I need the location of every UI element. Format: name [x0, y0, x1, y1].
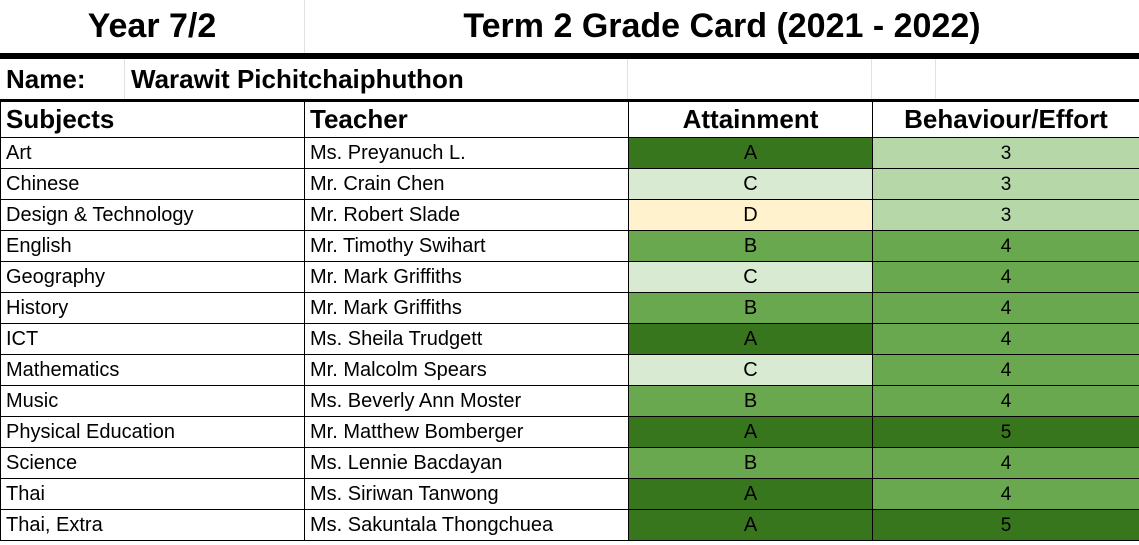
attainment-cell[interactable]: A: [629, 138, 873, 169]
column-header-attainment[interactable]: Attainment: [629, 102, 873, 138]
behaviour-effort-cell[interactable]: 4: [873, 262, 1139, 293]
attainment-cell[interactable]: C: [629, 262, 873, 293]
header-row: [0, 0, 1139, 59]
column-header-behaviour-effort[interactable]: Behaviour/Effort: [873, 102, 1139, 138]
teacher-cell[interactable]: Mr. Crain Chen: [305, 169, 629, 200]
teacher-cell[interactable]: Ms. Lennie Bacdayan: [305, 448, 629, 479]
table-row: [1, 417, 1139, 448]
name-label-cell[interactable]: Name:: [0, 59, 125, 99]
year-cell[interactable]: Year 7/2: [0, 0, 305, 53]
subject-cell[interactable]: Thai: [1, 479, 305, 510]
grade-rows: [1, 138, 1139, 541]
attainment-cell[interactable]: B: [629, 231, 873, 262]
attainment-cell[interactable]: D: [629, 200, 873, 231]
table-row: [1, 200, 1139, 231]
table-header-row: [1, 102, 1139, 138]
table-row: [1, 448, 1139, 479]
subject-cell[interactable]: Design & Technology: [1, 200, 305, 231]
behaviour-effort-cell[interactable]: 5: [873, 510, 1139, 541]
table-row: [1, 169, 1139, 200]
empty-cell[interactable]: [628, 59, 872, 99]
subject-cell[interactable]: Physical Education: [1, 417, 305, 448]
teacher-cell[interactable]: Ms. Preyanuch L.: [305, 138, 629, 169]
table-row: [1, 355, 1139, 386]
attainment-cell[interactable]: A: [629, 417, 873, 448]
behaviour-effort-cell[interactable]: 4: [873, 355, 1139, 386]
empty-cell[interactable]: [936, 59, 1139, 99]
subject-cell[interactable]: Science: [1, 448, 305, 479]
table-row: [1, 324, 1139, 355]
behaviour-effort-cell[interactable]: 3: [873, 138, 1139, 169]
behaviour-effort-cell[interactable]: 4: [873, 479, 1139, 510]
table-row: [1, 479, 1139, 510]
subject-cell[interactable]: History: [1, 293, 305, 324]
behaviour-effort-cell[interactable]: 3: [873, 169, 1139, 200]
table-row: [1, 510, 1139, 541]
attainment-cell[interactable]: B: [629, 386, 873, 417]
empty-cell[interactable]: [872, 59, 936, 99]
teacher-cell[interactable]: Ms. Sheila Trudgett: [305, 324, 629, 355]
behaviour-effort-cell[interactable]: 4: [873, 231, 1139, 262]
teacher-cell[interactable]: Ms. Siriwan Tanwong: [305, 479, 629, 510]
table-row: [1, 262, 1139, 293]
teacher-cell[interactable]: Mr. Timothy Swihart: [305, 231, 629, 262]
behaviour-effort-cell[interactable]: 4: [873, 324, 1139, 355]
table-row: [1, 138, 1139, 169]
teacher-cell[interactable]: Mr. Robert Slade: [305, 200, 629, 231]
table-row: [1, 386, 1139, 417]
column-header-teacher[interactable]: Teacher: [305, 102, 629, 138]
behaviour-effort-cell[interactable]: 5: [873, 417, 1139, 448]
subject-cell[interactable]: Thai, Extra: [1, 510, 305, 541]
behaviour-effort-cell[interactable]: 4: [873, 448, 1139, 479]
attainment-cell[interactable]: B: [629, 293, 873, 324]
column-header-subjects[interactable]: Subjects: [1, 102, 305, 138]
attainment-cell[interactable]: A: [629, 324, 873, 355]
grades-table: [0, 101, 1139, 541]
subject-cell[interactable]: English: [1, 231, 305, 262]
table-row: [1, 293, 1139, 324]
teacher-cell[interactable]: Ms. Sakuntala Thongchuea: [305, 510, 629, 541]
name-row: [0, 59, 1139, 101]
behaviour-effort-cell[interactable]: 3: [873, 200, 1139, 231]
subject-cell[interactable]: Music: [1, 386, 305, 417]
attainment-cell[interactable]: C: [629, 355, 873, 386]
subject-cell[interactable]: Mathematics: [1, 355, 305, 386]
teacher-cell[interactable]: Mr. Matthew Bomberger: [305, 417, 629, 448]
student-name-cell[interactable]: Warawit Pichitchaiphuthon: [125, 59, 628, 99]
behaviour-effort-cell[interactable]: 4: [873, 386, 1139, 417]
subject-cell[interactable]: ICT: [1, 324, 305, 355]
subject-cell[interactable]: Geography: [1, 262, 305, 293]
teacher-cell[interactable]: Mr. Malcolm Spears: [305, 355, 629, 386]
behaviour-effort-cell[interactable]: 4: [873, 293, 1139, 324]
attainment-cell[interactable]: A: [629, 510, 873, 541]
teacher-cell[interactable]: Ms. Beverly Ann Moster: [305, 386, 629, 417]
attainment-cell[interactable]: C: [629, 169, 873, 200]
table-row: [1, 231, 1139, 262]
subject-cell[interactable]: Chinese: [1, 169, 305, 200]
teacher-cell[interactable]: Mr. Mark Griffiths: [305, 262, 629, 293]
card-title-cell[interactable]: Term 2 Grade Card (2021 - 2022): [463, 7, 981, 45]
teacher-cell[interactable]: Mr. Mark Griffiths: [305, 293, 629, 324]
attainment-cell[interactable]: B: [629, 448, 873, 479]
attainment-cell[interactable]: A: [629, 479, 873, 510]
subject-cell[interactable]: Art: [1, 138, 305, 169]
